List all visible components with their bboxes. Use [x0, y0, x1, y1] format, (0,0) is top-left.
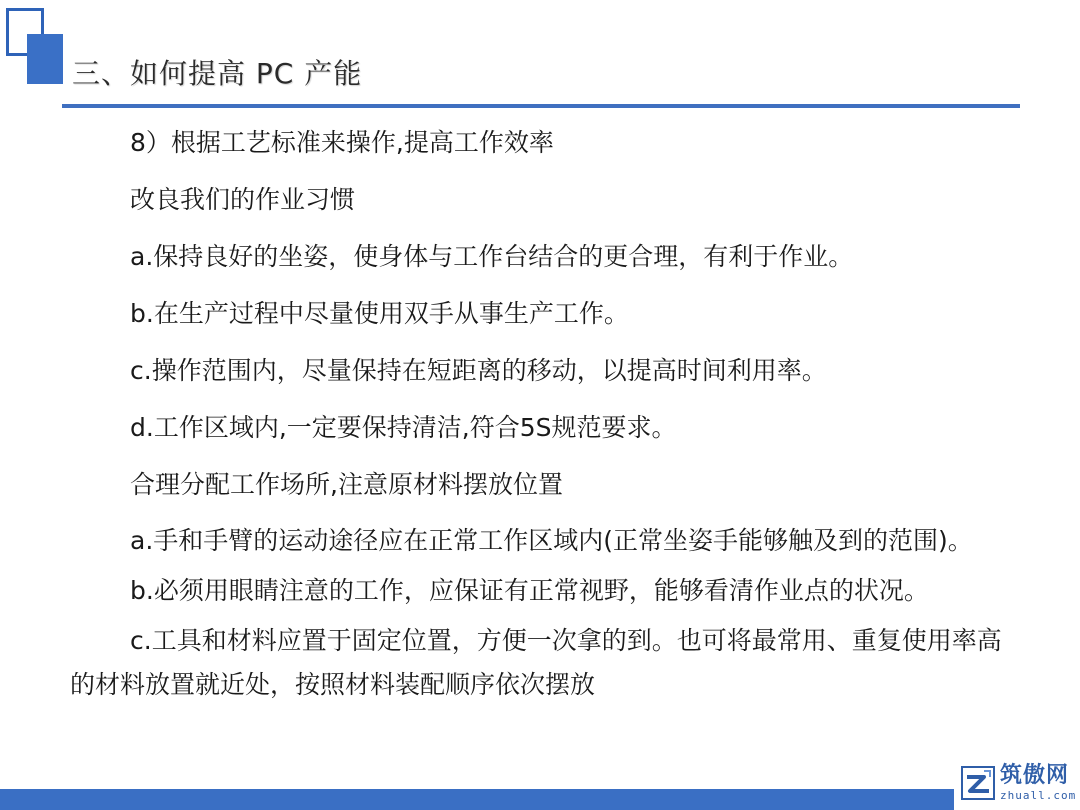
habit-item-d: d.工作区域内,一定要保持清洁,符合5S规范要求。 — [130, 413, 677, 442]
habit-item-b: b.在生产过程中尽量使用双手从事生产工作。 — [130, 299, 629, 328]
corner-filled-square — [27, 34, 63, 84]
placement-item-b: b.必须用眼睛注意的工作，应保证有正常视野，能够看清作业点的状况。 — [130, 576, 929, 605]
watermark-domain: zhuall.com — [1000, 789, 1077, 802]
section-heading: 8）根据工艺标准来操作,提高工作效率 — [130, 128, 554, 157]
zhuall-logo-icon — [960, 765, 996, 801]
habit-item-c: c.操作范围内，尽量保持在短距离的移动，以提高时间利用率。 — [130, 356, 827, 385]
placement-item-a: a.手和手臂的运动途径应在正常工作区域内(正常坐姿手能够触及到的范围)。 — [130, 526, 973, 555]
watermark-logo — [954, 756, 1080, 810]
habit-item-a: a.保持良好的坐姿，使身体与工作台结合的更合理，有利于作业。 — [130, 242, 854, 271]
page-title: 三、如何提高 PC 产能 — [72, 57, 363, 90]
watermark-name: 筑傲网 — [1000, 763, 1070, 788]
placement-item-c: c.工具和材料应置于固定位置，方便一次拿的到。也可将最常用、重复使用率高的材料放置就近处，按照材料装配顺序依次摆放 — [70, 626, 1002, 699]
subheading-habits: 改良我们的作业习惯 — [130, 185, 356, 214]
slide-body — [70, 114, 1010, 707]
footer-bar — [0, 789, 1080, 810]
title-divider — [62, 104, 1020, 108]
subheading-placement: 合理分配工作场所,注意原材料摆放位置 — [130, 470, 563, 499]
